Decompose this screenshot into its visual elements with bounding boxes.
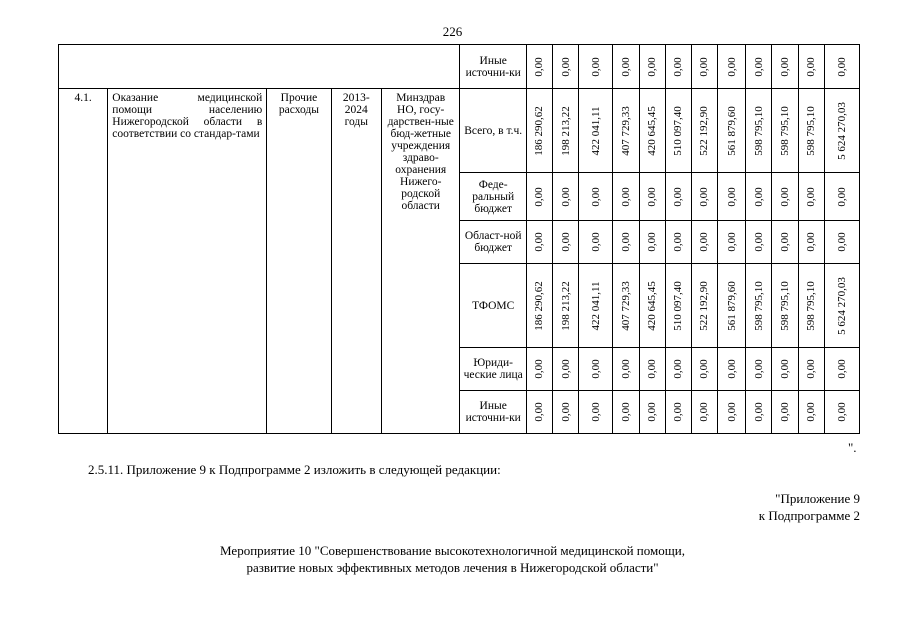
value-cell: 0,00 xyxy=(824,173,859,221)
value-cell: 0,00 xyxy=(665,391,691,434)
value-cell: 186 290,62 xyxy=(526,264,552,348)
value-cell: 407 729,33 xyxy=(613,264,639,348)
value-cell: 598 795,10 xyxy=(798,89,824,173)
value-cell: 598 795,10 xyxy=(772,264,798,348)
value-cell: 0,00 xyxy=(798,348,824,391)
value-cell: 522 192,90 xyxy=(691,89,717,173)
paragraph-number: 2.5.11 xyxy=(88,462,121,477)
value-cell: 0,00 xyxy=(746,45,772,89)
source-cell: Феде-ральный бюджет xyxy=(460,173,526,221)
value-cell: 598 795,10 xyxy=(772,89,798,173)
value-cell: 0,00 xyxy=(526,173,552,221)
appendix-line-1: "Приложение 9 xyxy=(775,491,860,506)
value-cell: 186 290,62 xyxy=(526,89,552,173)
value-cell: 522 192,90 xyxy=(691,264,717,348)
value-cell: 5 624 270,03 xyxy=(824,264,859,348)
source-cell: Област-ной бюджет xyxy=(460,221,526,264)
value-cell: 0,00 xyxy=(613,221,639,264)
value-cell: 0,00 xyxy=(718,348,746,391)
value-cell: 0,00 xyxy=(553,221,579,264)
value-cell: 198 213,22 xyxy=(553,89,579,173)
value-cell: 420 645,45 xyxy=(639,264,665,348)
value-cell: 5 624 270,03 xyxy=(824,89,859,173)
value-cell: 0,00 xyxy=(798,173,824,221)
value-cell: 422 041,11 xyxy=(579,264,613,348)
item-number-cell: 4.1. xyxy=(59,89,108,434)
value-cell: 0,00 xyxy=(746,391,772,434)
source-cell: Юриди-ческие лица xyxy=(460,348,526,391)
value-cell: 598 795,10 xyxy=(746,89,772,173)
value-cell: 0,00 xyxy=(639,221,665,264)
expense-type-cell: Прочие расходы xyxy=(267,89,331,434)
value-cell: 510 097,40 xyxy=(665,89,691,173)
value-cell: 0,00 xyxy=(824,391,859,434)
value-cell: 598 795,10 xyxy=(798,264,824,348)
event-title-line-2: развитие новых эффективных методов лечения в Нижегородской области" xyxy=(246,560,659,575)
value-cell: 0,00 xyxy=(772,348,798,391)
value-cell: 0,00 xyxy=(579,391,613,434)
value-cell: 0,00 xyxy=(613,45,639,89)
value-cell: 0,00 xyxy=(665,173,691,221)
value-cell: 0,00 xyxy=(526,391,552,434)
event-title-line-1: Мероприятие 10 "Совершенствование высокотехнологичной медицинской помощи, xyxy=(220,543,685,558)
source-cell: Всего, в т.ч. xyxy=(460,89,526,173)
source-cell: Иные источни-ки xyxy=(460,45,526,89)
budget-table xyxy=(58,44,860,434)
value-cell: 0,00 xyxy=(772,391,798,434)
value-cell: 598 795,10 xyxy=(746,264,772,348)
value-cell: 0,00 xyxy=(718,221,746,264)
value-cell: 0,00 xyxy=(824,348,859,391)
value-cell: 0,00 xyxy=(553,391,579,434)
value-cell: 0,00 xyxy=(691,348,717,391)
item-name-cell: Оказание медицинской помощи населению Нижегородской области в соответствии со стандар-тами xyxy=(108,89,267,434)
value-cell: 0,00 xyxy=(553,173,579,221)
value-cell: 0,00 xyxy=(526,348,552,391)
value-cell: 0,00 xyxy=(639,173,665,221)
closing-quote: ". xyxy=(848,440,857,455)
value-cell: 0,00 xyxy=(772,45,798,89)
value-cell: 0,00 xyxy=(798,45,824,89)
value-cell: 0,00 xyxy=(579,173,613,221)
value-cell: 0,00 xyxy=(718,391,746,434)
value-cell: 0,00 xyxy=(798,221,824,264)
executor-cell: Минздрав НО, госу-дарствен-ные бюд-жетные учреждения здраво-охранения Нижего-родской области xyxy=(381,89,460,434)
value-cell: 0,00 xyxy=(665,221,691,264)
value-cell: 0,00 xyxy=(691,45,717,89)
value-cell: 561 879,60 xyxy=(718,264,746,348)
value-cell: 0,00 xyxy=(824,221,859,264)
value-cell: 0,00 xyxy=(579,221,613,264)
top-row xyxy=(59,45,860,89)
appendix-header xyxy=(759,490,860,524)
value-cell: 0,00 xyxy=(553,348,579,391)
value-cell: 420 645,45 xyxy=(639,89,665,173)
value-cell: 0,00 xyxy=(639,348,665,391)
value-cell: 0,00 xyxy=(613,348,639,391)
value-cell: 0,00 xyxy=(526,45,552,89)
paragraph-text: . Приложение 9 к Подпрограмме 2 изложить в следующей редакции: xyxy=(120,462,501,477)
value-cell: 0,00 xyxy=(526,221,552,264)
top-row-empty-cell xyxy=(59,45,460,89)
value-cell: 0,00 xyxy=(718,45,746,89)
amendment-paragraph xyxy=(88,462,501,478)
value-cell: 0,00 xyxy=(746,173,772,221)
value-cell: 0,00 xyxy=(665,45,691,89)
value-cell: 0,00 xyxy=(772,173,798,221)
event-title xyxy=(0,542,905,576)
value-cell: 0,00 xyxy=(772,221,798,264)
source-cell: ТФОМС xyxy=(460,264,526,348)
value-cell: 0,00 xyxy=(824,45,859,89)
appendix-line-2: к Подпрограмме 2 xyxy=(758,508,860,523)
value-cell: 0,00 xyxy=(746,221,772,264)
value-cell: 0,00 xyxy=(665,348,691,391)
value-cell: 0,00 xyxy=(746,348,772,391)
value-cell: 0,00 xyxy=(639,45,665,89)
value-cell: 561 879,60 xyxy=(718,89,746,173)
value-cell: 0,00 xyxy=(798,391,824,434)
value-cell: 0,00 xyxy=(691,221,717,264)
value-cell: 422 041,11 xyxy=(579,89,613,173)
period-cell: 2013-2024 годы xyxy=(331,89,381,434)
value-cell: 0,00 xyxy=(691,391,717,434)
value-cell: 0,00 xyxy=(639,391,665,434)
page-number: 226 xyxy=(442,24,463,39)
value-cell: 198 213,22 xyxy=(553,264,579,348)
value-cell: 407 729,33 xyxy=(613,89,639,173)
value-cell: 510 097,40 xyxy=(665,264,691,348)
value-cell: 0,00 xyxy=(553,45,579,89)
value-cell: 0,00 xyxy=(718,173,746,221)
value-cell: 0,00 xyxy=(613,173,639,221)
value-cell: 0,00 xyxy=(691,173,717,221)
value-cell: 0,00 xyxy=(579,348,613,391)
value-cell: 0,00 xyxy=(579,45,613,89)
table-row xyxy=(59,89,860,173)
source-cell: Иные источни-ки xyxy=(460,391,526,434)
value-cell: 0,00 xyxy=(613,391,639,434)
